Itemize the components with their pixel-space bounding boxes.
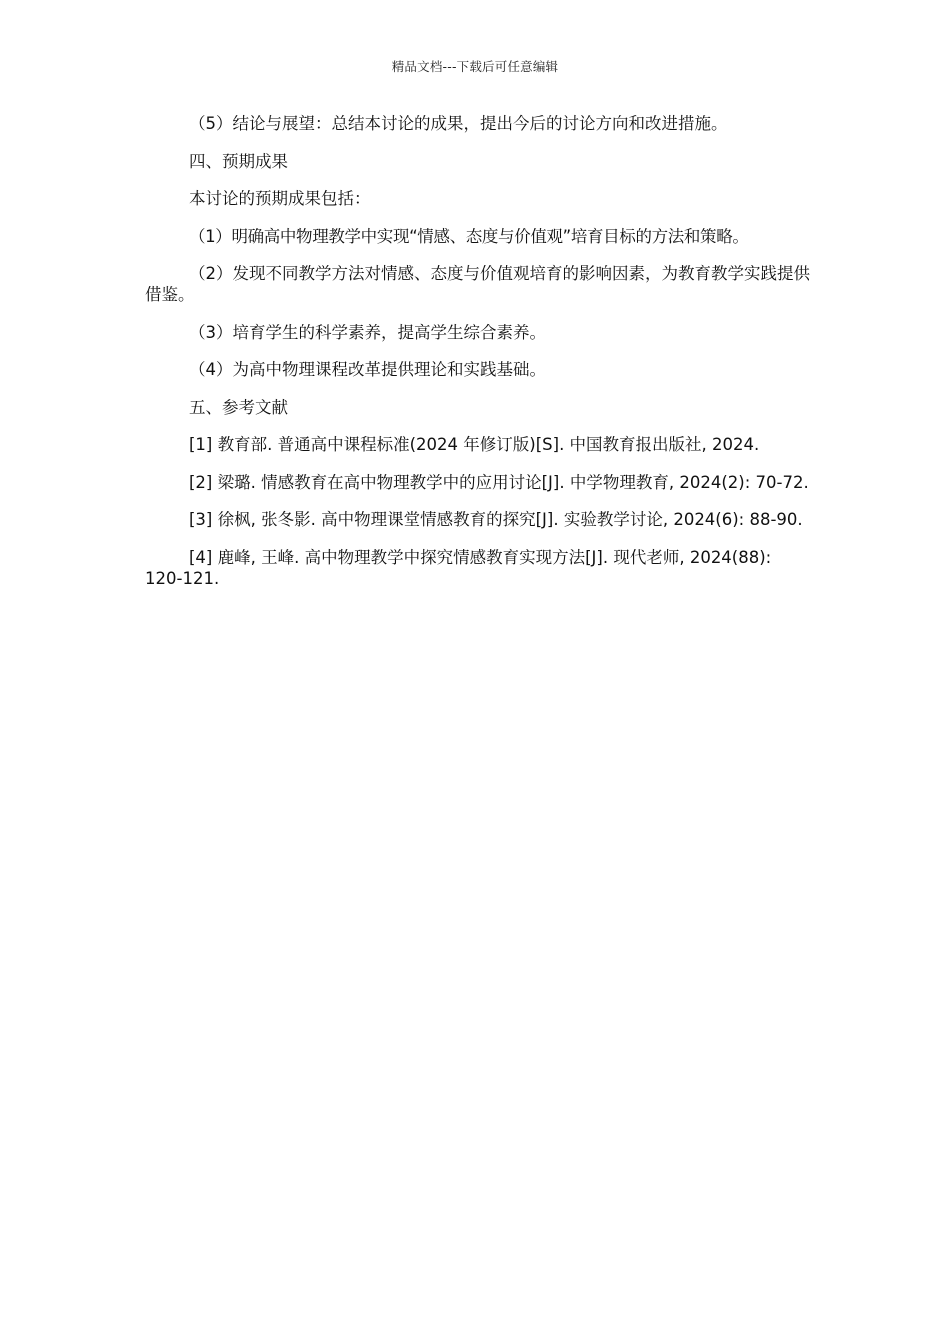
list-item-expected-1: （1）明确高中物理教学中实现“情感、态度与价值观”培育目标的方法和策略。 <box>189 226 749 246</box>
list-item-expected-2: （2）发现不同教学方法对情感、态度与价值观培育的影响因素，为教育教学实践提供借鉴。 <box>145 264 810 304</box>
list-item-expected-4: （4）为高中物理课程改革提供理论和实践基础。 <box>189 360 546 379</box>
list-item-expected-3: （3）培育学生的科学素养，提高学生综合素养。 <box>189 322 546 342</box>
section-heading-references: 五、参考文献 <box>189 397 288 417</box>
reference-item: [3] 徐枫, 张冬影. 高中物理课堂情感教育的探究[J]. 实验教学讨论, 2024(6): 88-90. <box>189 510 803 529</box>
document-body <box>145 113 810 605</box>
reference-item: [4] 鹿峰, 王峰. 高中物理教学中探究情感教育实现方法[J]. 现代老师, 2024(88): 120-121. <box>145 547 772 588</box>
paragraph-expected-intro: 本讨论的预期成果包括： <box>189 189 371 208</box>
reference-item: [1] 教育部. 普通高中课程标准(2024 年修订版)[S]. 中国教育报出版社, 2024. <box>189 435 760 454</box>
page-header: 精品文档---下载后可任意编辑 <box>391 59 559 74</box>
paragraph-conclusion: （5）结论与展望：总结本讨论的成果，提出今后的讨论方向和改进措施。 <box>189 114 728 133</box>
reference-item: [2] 梁璐. 情感教育在高中物理教学中的应用讨论[J]. 中学物理教育, 2024(2): 70-72. <box>189 472 809 492</box>
section-heading-expected-results: 四、预期成果 <box>189 151 288 171</box>
